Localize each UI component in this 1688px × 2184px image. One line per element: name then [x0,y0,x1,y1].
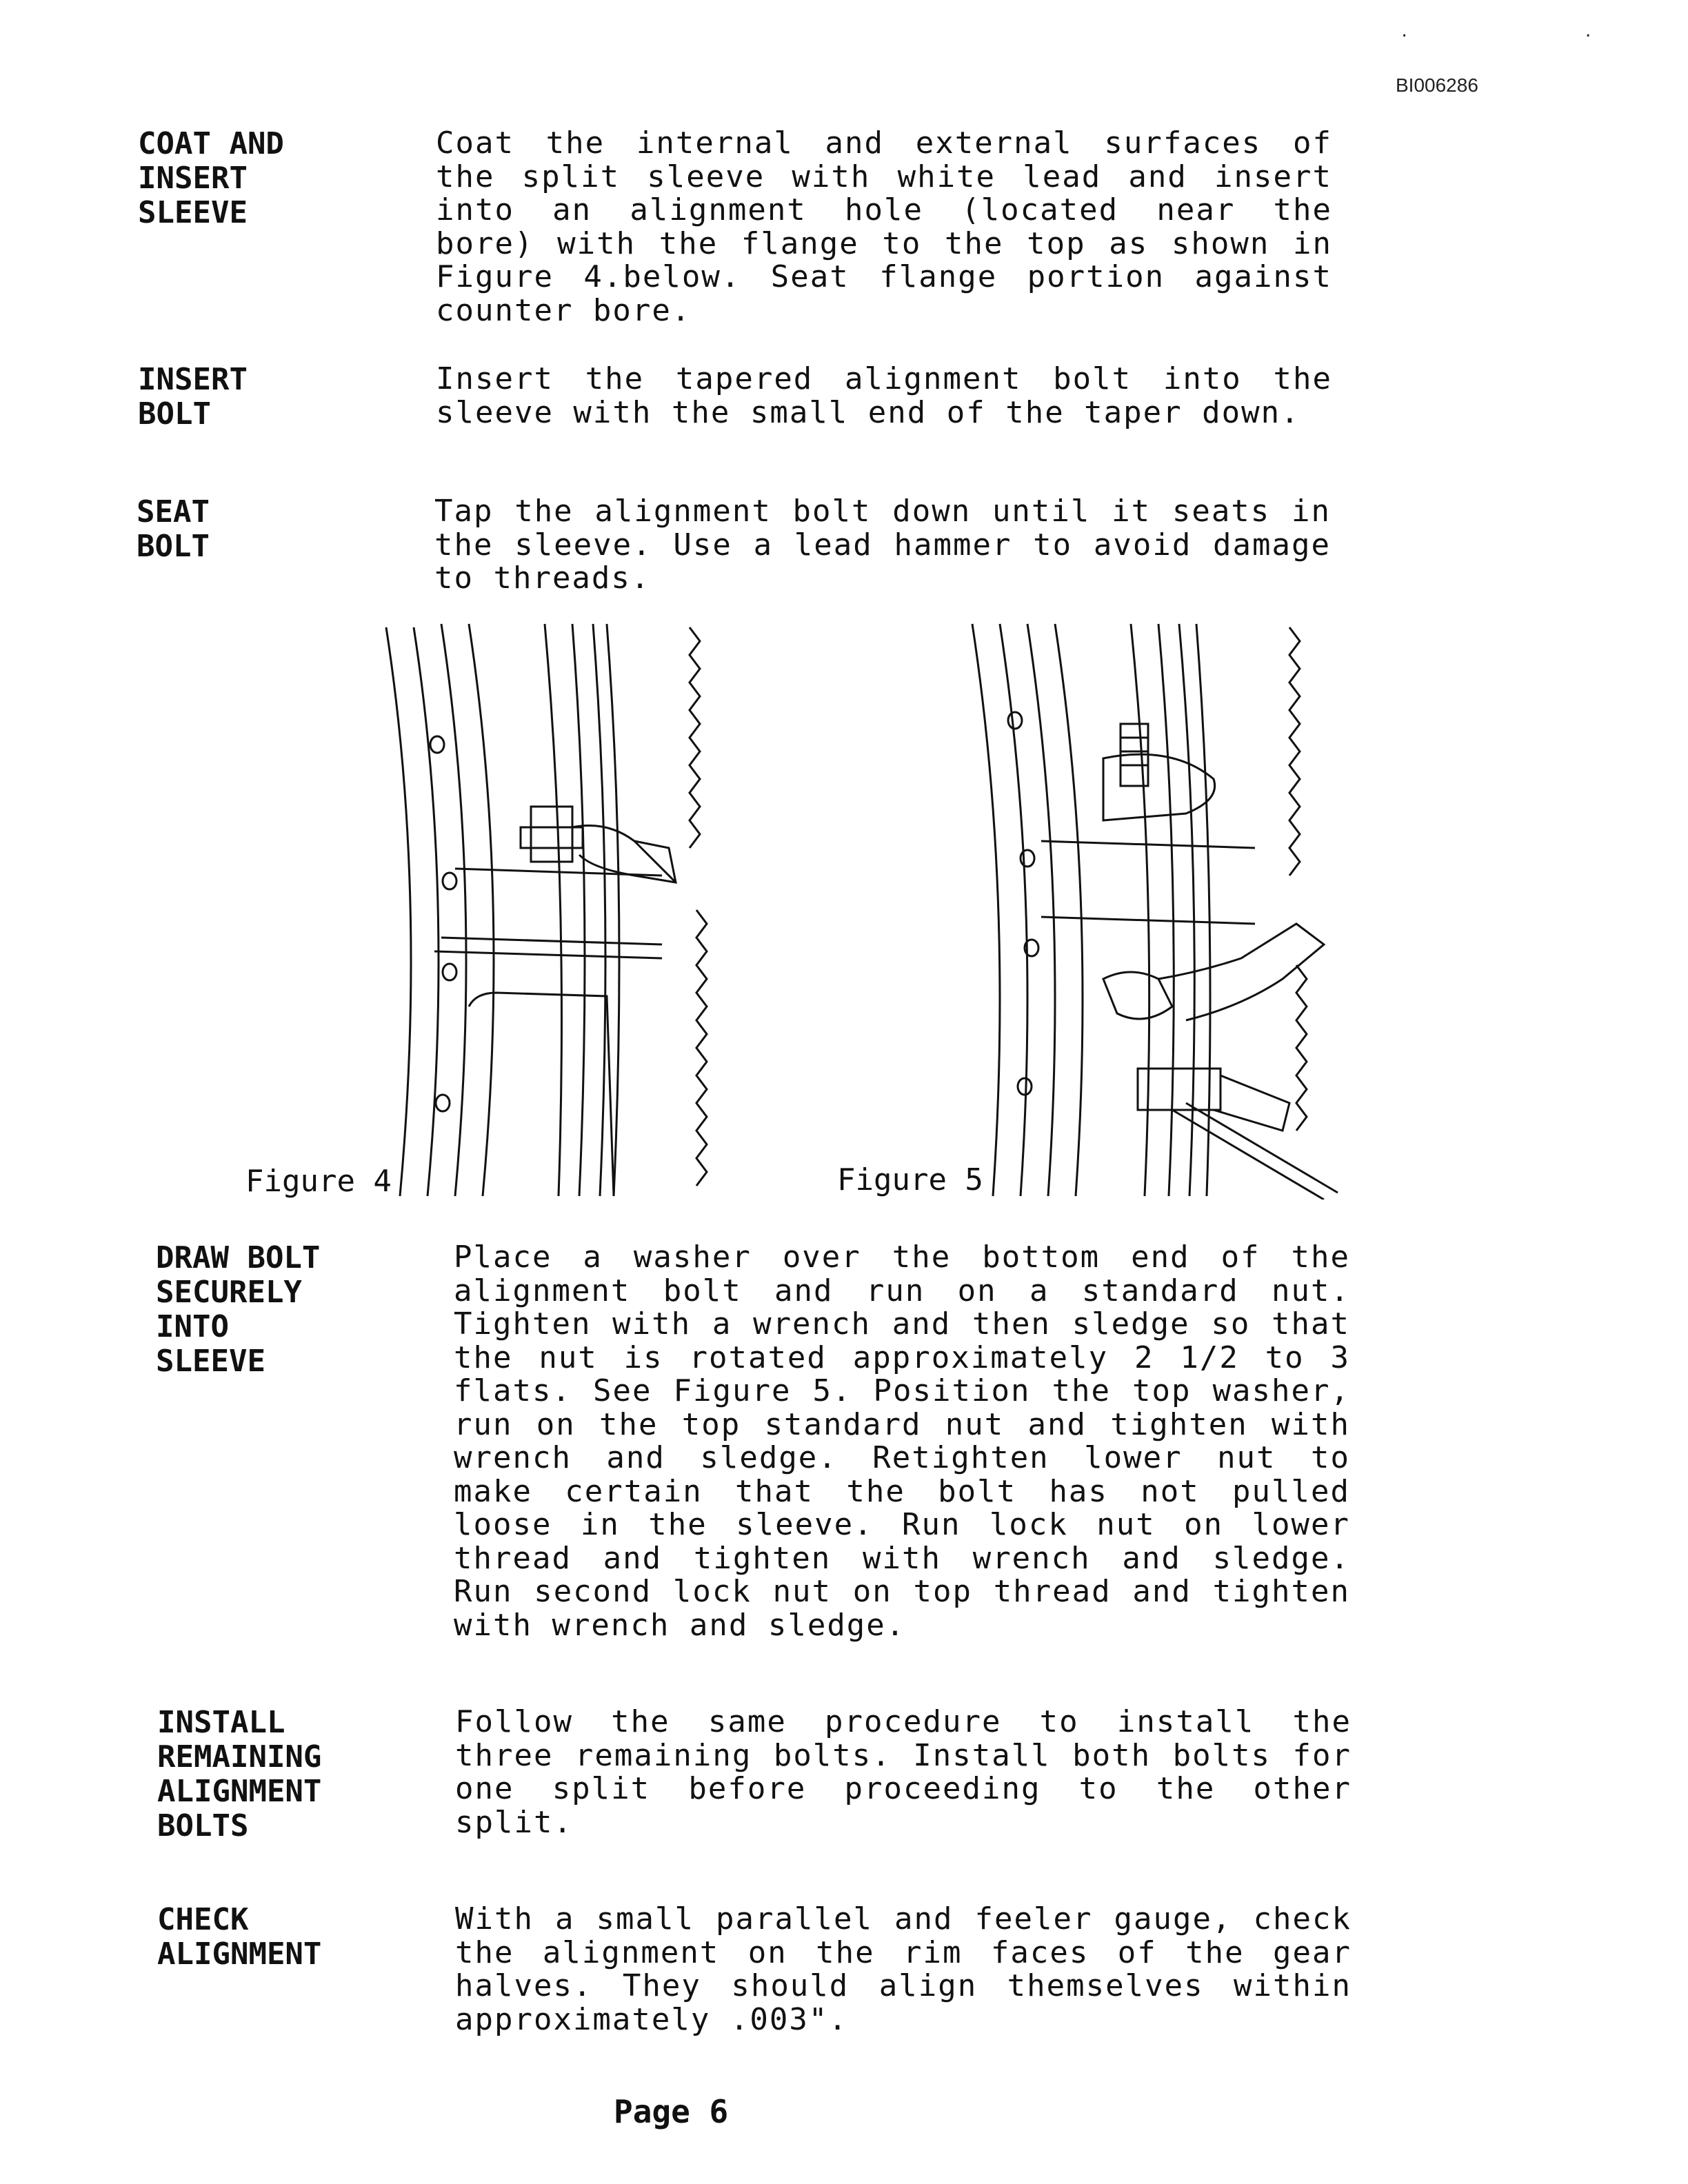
section-text-install-remaining: Follow the same procedure to install the three remaining bolts. Install both bolts for one split before proceeding to the other split. [455,1704,1352,1840]
section-text-draw-bolt: Place a washer over the bottom end of the alignment bolt and run on a standard nut. Tighten with a wrench and then sledge so that the nut is rotated approximately 2 1/2 to 3 flats. See Figure 5. Position the top washer, run on the top standard nut and tighten with wrench and sledge. Retighten lower nut to make certain that the bolt has not pulled loose in the sleeve. Run lock nut on lower thread and tighten with wrench and sledge. Run second lock nut on top thread and tighten with wrench and sledge. [454,1240,1350,1643]
figure-4-caption: Figure 4 [245,1164,392,1199]
section-text-seat-bolt: Tap the alignment bolt down until it seats in the sleeve. Use a lead hammer to avoid damage to threads. [434,494,1331,596]
page-number: Page 6 [614,2093,729,2130]
section-text-coat-insert-sleeve: Coat the internal and external surfaces of the split sleeve with white lead and insert into an alignment hole (located near the bore) with the flange to the top as shown in Figure 4.below. Seat flange portion against counter bore. [436,125,1332,328]
section-text-insert-bolt: Insert the tapered alignment bolt into the sleeve with the small end of the taper down. [436,361,1332,430]
figure-5-illustration [965,620,1393,1200]
section-heading-coat-insert-sleeve: COAT AND INSERT SLEEVE [138,126,284,230]
figure-5-caption: Figure 5 [837,1162,983,1197]
section-heading-insert-bolt: INSERT BOLT [138,362,248,432]
section-text-check-alignment: With a small parallel and feeler gauge, check the alignment on the rim faces of the gear halves. They should align themselves within approximately .003". [455,1901,1352,2037]
section-heading-seat-bolt: SEAT BOLT [137,494,210,564]
document-id: BI006286 [1396,74,1478,96]
section-heading-check-alignment: CHECK ALIGNMENT [157,1902,322,1972]
corner-marks: . . [1400,23,1676,41]
section-heading-draw-bolt: DRAW BOLT SECURELY INTO SLEEVE [156,1240,321,1379]
figure-4-illustration [372,620,758,1200]
section-heading-install-remaining: INSTALL REMAINING ALIGNMENT BOLTS [157,1705,322,1843]
